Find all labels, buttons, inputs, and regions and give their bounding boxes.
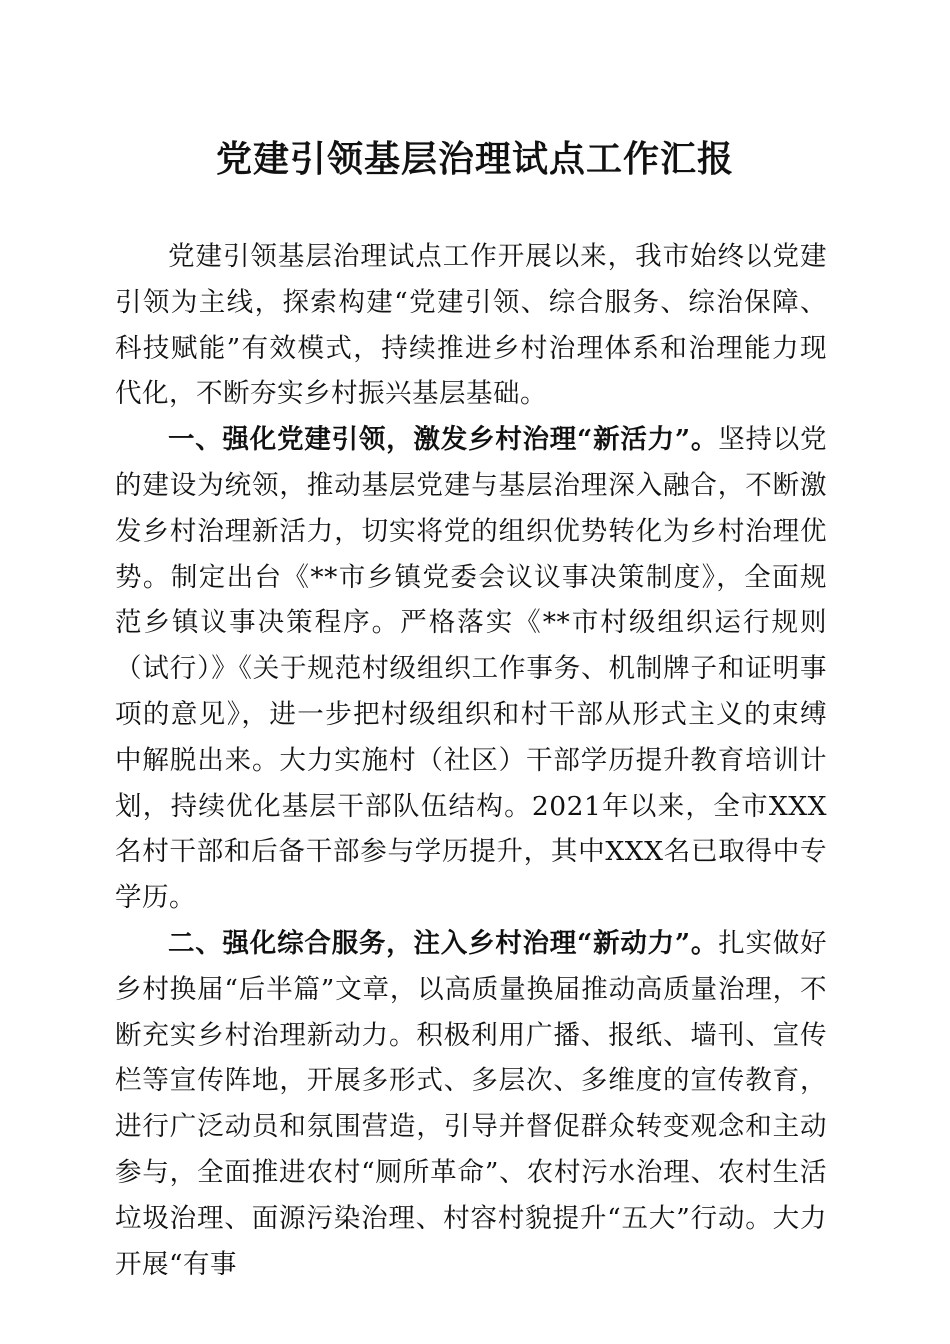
section-1-heading: 一、强化党建引领，激发乡村治理“新活力”。 <box>168 424 719 456</box>
section-2-heading: 二、强化综合服务，注入乡村治理“新动力”。 <box>168 927 719 959</box>
section-2-body: 扎实做好乡村换届“后半篇”文章，以高质量换届推动高质量治理，不断充实乡村治理新动力。积极利用广播、报纸、墙刊、宣传栏等宣传阵地，开展多形式、多层次、多维度的宣传教育，进行广泛动员和氛围营造，引导并督促群众转变观念和主动参与，全面推进农村“厕所革命”、农村污水治理、农村生活垃圾治理、面源污染治理、村容村貌提升“五大”行动。大力开展“有事 <box>115 927 828 1280</box>
section-1-body: 坚持以党的建设为统领，推动基层党建与基层治理深入融合，不断激发乡村治理新活力，切实将党的组织优势转化为乡村治理优势。制定出台《**市乡镇党委会议议事决策制度》，全面规范乡镇议事决策程序。严格落实《**市村级组织运行规则（试行）》《关于规范村级组织工作事务、机制牌子和证明事项的意见》，进一步把村级组织和村干部从形式主义的束缚中解脱出来。大力实施村（社区）干部学历提升教育培训计划，持续优化基层干部队伍结构。2021年以来，全市XXX名村干部和后备干部参与学历提升，其中XXX名已取得中专学历。 <box>115 424 828 914</box>
section-1-paragraph <box>115 417 827 921</box>
document-title: 党建引领基层治理试点工作汇报 <box>215 138 734 180</box>
section-2-paragraph <box>115 921 827 1287</box>
document-body <box>115 234 827 1287</box>
intro-paragraph: 党建引领基层治理试点工作开展以来，我市始终以党建引领为主线，探索构建“党建引领、综合服务、综治保障、科技赋能”有效模式，持续推进乡村治理体系和治理能力现代化，不断夯实乡村振兴基层基础。 <box>115 241 827 410</box>
